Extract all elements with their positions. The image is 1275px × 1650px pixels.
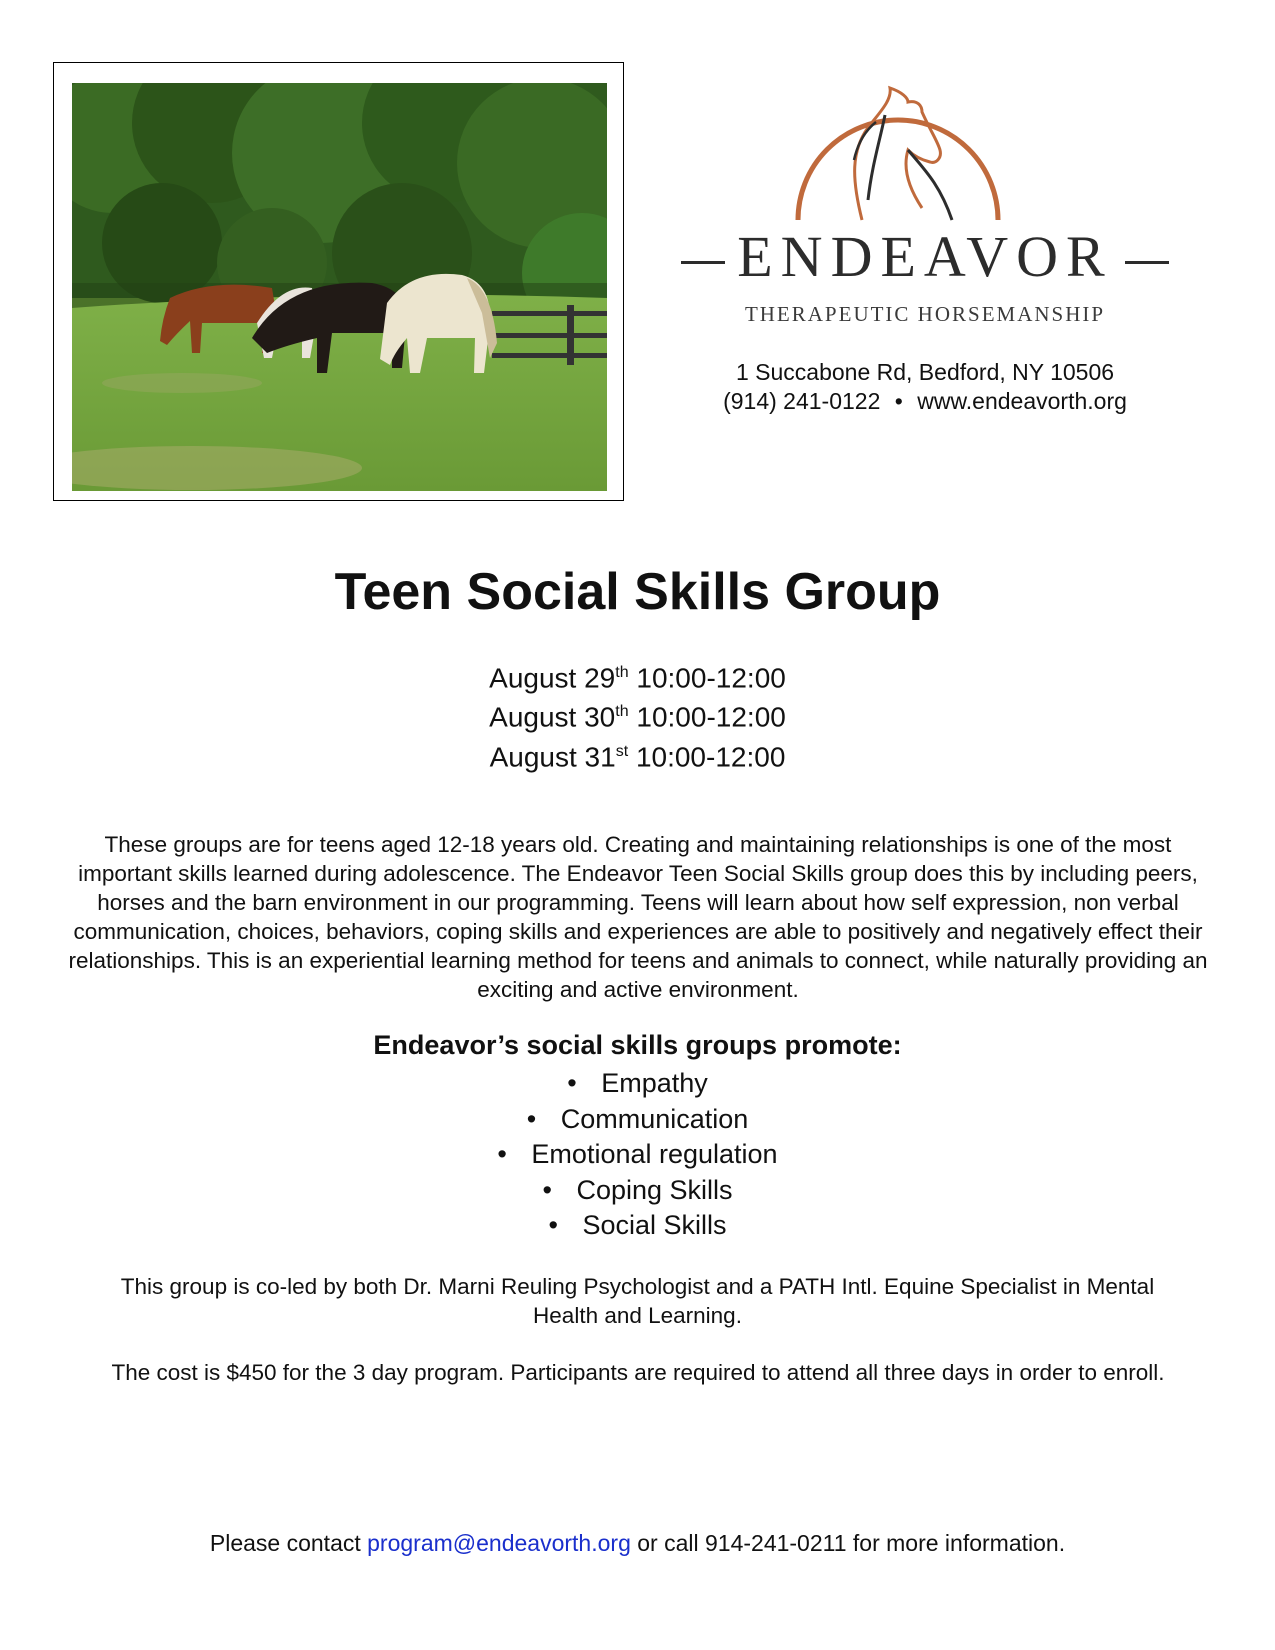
list-item [0, 1173, 1275, 1209]
address-line: 1 Succabone Rd, Bedford, NY 10506 [735, 359, 1115, 385]
dates-list [0, 656, 1275, 774]
list-item [0, 1066, 1275, 1102]
separator-dot: • [894, 388, 903, 414]
website-link[interactable]: www.endeavorth.org [917, 388, 1127, 414]
bullet-icon: • [526, 1103, 537, 1134]
list-item [0, 1102, 1275, 1138]
photo-frame [53, 62, 624, 501]
date-row [0, 735, 1275, 774]
bullet-icon: • [567, 1068, 577, 1098]
contact-line [640, 387, 1210, 416]
horses-pasture-image [72, 83, 607, 491]
list-item [0, 1137, 1275, 1173]
coled-paragraph: This group is co-led by both Dr. Marni Reuling Psychologist and a PATH Intl. Equine Specialist in Mental Health and Learning. [120, 1274, 1155, 1328]
list-item [0, 1208, 1275, 1244]
address-block [640, 358, 1210, 416]
list-item-label: Communication [560, 1103, 749, 1134]
page-title: Teen Social Skills Group [334, 563, 941, 621]
horses-photo [72, 83, 607, 491]
date-day: August 31 [489, 740, 616, 772]
brand-right-dash [1125, 261, 1169, 264]
brand-tagline: THERAPEUTIC HORSEMANSHIP [744, 302, 1106, 326]
list-item-label: Coping Skills [576, 1174, 733, 1205]
description-paragraph: These groups are for teens aged 12-18 years old. Creating and maintaining relationships is one of the most important skills learned during adolescence. The Endeavor Teen Social Skills group does this by including peers, horses and the barn environment in our programming. Teens will learn about how self expression, non verbal communication, choices, behaviors, coping skills and experiences are able to positively and negatively effect their relationships. This is an experiential learning method for teens and animals to connect, while naturally providing an exciting and active environment. [68, 832, 1208, 1002]
contact-line [0, 1530, 1275, 1557]
cost-paragraph: The cost is $450 for the 3 day program. Participants are required to attend all three days in order to enroll. [111, 1360, 1165, 1385]
date-row [0, 656, 1275, 695]
contact-suffix: or call 914-241-0211 for more information. [630, 1530, 1066, 1556]
promote-heading: Endeavor’s social skills groups promote: [373, 1030, 902, 1060]
brand-name: ENDEAVOR [737, 224, 1113, 289]
date-time: 10:00-12:00 [636, 701, 786, 733]
date-suffix: th [615, 664, 629, 681]
date-suffix: st [615, 742, 629, 760]
date-day: August 29 [489, 662, 616, 694]
bullet-icon: • [542, 1174, 552, 1205]
list-item-label: Social Skills [582, 1210, 727, 1240]
date-time: 10:00-12:00 [636, 662, 786, 694]
list-item-label: Emotional regulation [531, 1139, 778, 1169]
date-time: 10:00-12:00 [635, 740, 786, 772]
phone-number: (914) 241-0122 [723, 388, 881, 414]
promote-list [0, 1066, 1275, 1244]
list-item-label: Empathy [601, 1068, 708, 1098]
horse-head-icon [640, 70, 1210, 230]
brand-name-line [640, 224, 1210, 289]
bullet-icon: • [548, 1210, 558, 1240]
date-row [0, 695, 1275, 734]
date-day: August 30 [489, 701, 616, 733]
bullet-icon: • [497, 1139, 507, 1169]
contact-prefix: Please contact [209, 1530, 368, 1556]
email-link[interactable]: program@endeavorth.org [367, 1530, 631, 1556]
date-suffix: th [615, 703, 629, 721]
endeavor-logo [640, 70, 1210, 340]
brand-left-dash [681, 261, 725, 264]
